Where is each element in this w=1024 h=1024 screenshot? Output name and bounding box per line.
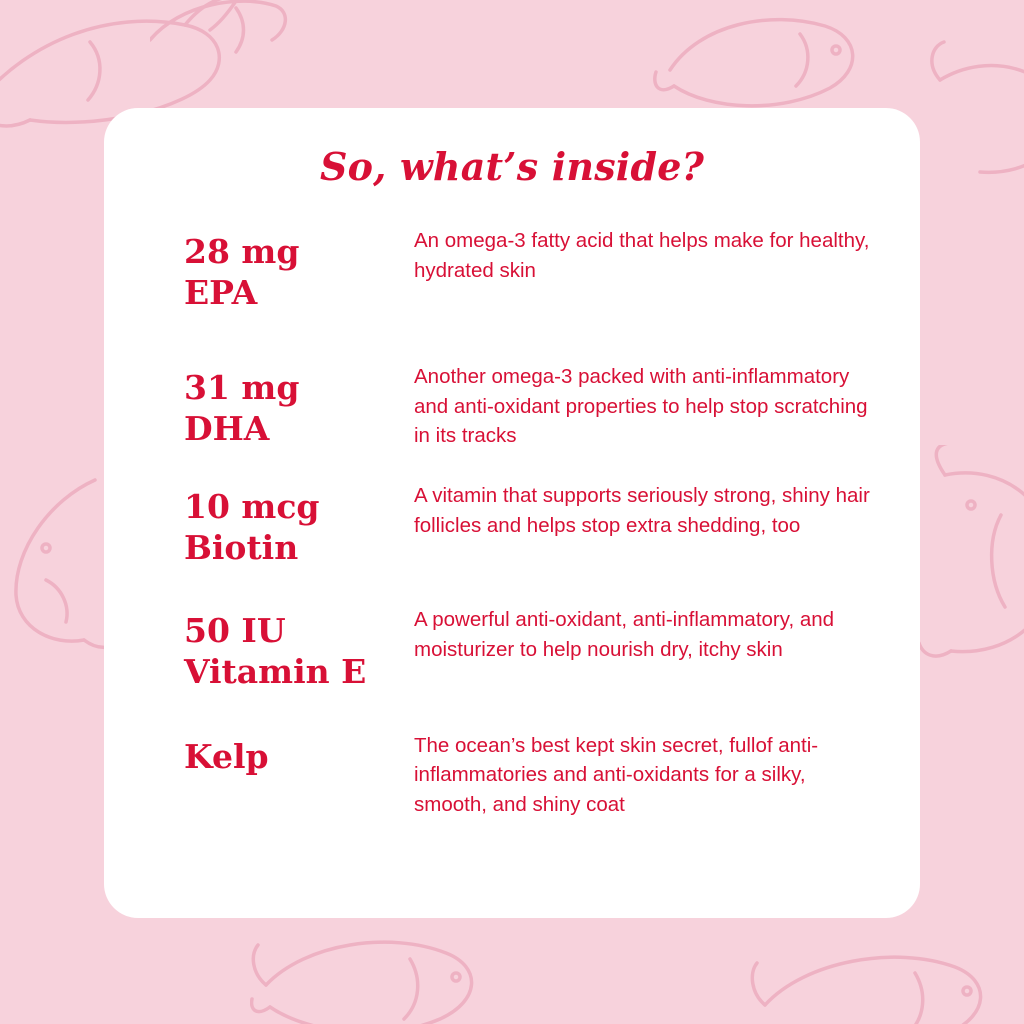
fish-outline-icon xyxy=(905,445,1024,675)
ingredient-description: A vitamin that supports seriously strong, shiny hair follicles and helps stop extra shedding, too xyxy=(414,483,870,537)
ingredient-name: Vitamin E xyxy=(184,651,367,691)
ingredient-name: Kelp xyxy=(184,736,269,776)
ingredient-description: A powerful anti-oxidant, anti-inflammatory, and moisturizer to help nourish dry, itchy skin xyxy=(414,607,835,661)
ingredient-amount-value: 50 IU xyxy=(184,610,286,650)
ingredient-amount-value: 10 mcg xyxy=(184,486,320,526)
ingredients-card xyxy=(104,108,920,918)
ingredient-description: Another omega-3 packed with anti-inflammatory and anti-oxidant properties to help stop scratching in its tracks xyxy=(414,364,868,448)
ingredient-amount-value: 28 mg xyxy=(184,232,300,271)
ingredients-list xyxy=(184,226,884,820)
ingredient-name: Biotin xyxy=(184,527,299,567)
ingredient-amount xyxy=(184,362,414,450)
ingredient-amount-value: 31 mg xyxy=(184,367,300,407)
list-item xyxy=(184,362,884,451)
fish-outline-icon xyxy=(250,925,500,1024)
ingredient-amount xyxy=(184,481,414,569)
fish-outline-icon xyxy=(745,935,1005,1024)
ingredient-description: The ocean’s best kept skin secret, fullof anti-inflammatories and anti-oxidants for a silky, smooth, and shiny coat xyxy=(414,733,819,817)
ingredient-amount xyxy=(184,731,414,778)
ingredient-amount xyxy=(184,605,414,693)
ingredient-name: DHA xyxy=(184,408,270,448)
list-item xyxy=(184,481,884,569)
ingredient-name: EPA xyxy=(184,272,258,312)
list-item xyxy=(184,605,884,693)
list-item xyxy=(184,226,884,314)
ingredient-description: An omega-3 fatty acid that helps make for healthy, hydrated skin xyxy=(414,229,870,282)
list-item xyxy=(184,731,884,820)
page-title: So, what’s inside? xyxy=(319,144,705,189)
ingredient-amount xyxy=(184,226,414,314)
fish-outline-icon xyxy=(930,40,1024,190)
fish-outline-icon xyxy=(150,0,290,80)
